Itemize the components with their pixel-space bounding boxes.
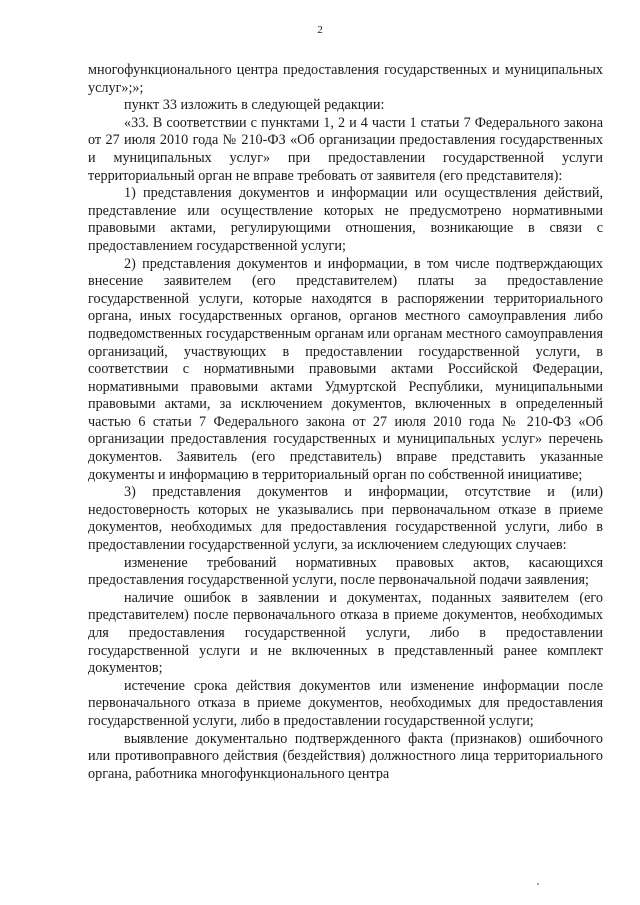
paragraph-subitem-2: 2) представления документов и информации, в том числе подтверждающих внесение заявителем (его представителем) платы за предоставление государственной услуги, которые находятся в распоряжении территориального органа, иных государственных органов, органов местного самоуправления либо подведомственных государственным органам или органам местного самоуправления организаций, участвующих в предоставлении государственной услуги, в соответствии с нормативными правовыми актами Российской Федерации, нормативными правовыми актами Удмуртской Республики, муниципальными правовыми актами, за исключением документов, включенных в определенный частью 6 статьи 7 Федерального закона от 27 июля 2010 года № 210-ФЗ «Об организации предоставления государственных и муниципальных услуг» перечень документов. Заявитель (его представитель) вправе представить указанные документы и информацию в территориальный орган по собственной инициативе; [88,255,603,483]
scan-speck [537,883,539,885]
paragraph-case-expiry: истечение срока действия документов или изменение информации после первоначального отказа в приеме документов, необходимых для предоставления государственной услуги, либо в предоставлении государственной услуги; [88,677,603,729]
paragraph-amendment-intro: пункт 33 изложить в следующей редакции: [124,97,385,114]
document-body [88,62,603,783]
paragraph-subitem-3: 3) представления документов и информации, отсутствие и (или) недостоверность которых не указывались при первоначальном отказе в приеме документов, необходимых для предоставления государственной услуги, либо в предоставлении государственной услуги, за исключением следующих случаев: [88,484,603,554]
paragraph-case-requirements-change: изменение требований нормативных правовых актов, касающихся предоставления государственной услуги, после первоначальной подачи заявления; [88,554,603,589]
paragraph-continuation: многофункционального центра предоставления государственных и муниципальных услуг»;»; [88,62,603,96]
paragraph-item-33: «33. В соответствии с пунктами 1, 2 и 4 части 1 статьи 7 Федерального закона от 27 июля 2010 года № 210-ФЗ «Об организации предоставления государственных и муниципальных услуг» при предоставлении государственной услуги территориальный орган не вправе требовать от заявителя (его представителя): [88,114,603,184]
page-number: 2 [317,24,323,36]
paragraph-case-misconduct: выявление документально подтвержденного факта (признаков) ошибочного или противоправного действия (бездействия) должностного лица территориального органа, работника многофункционального центра [88,730,603,782]
paragraph-case-errors: наличие ошибок в заявлении и документах, поданных заявителем (его представителем) после первоначального отказа в приеме документов, необходимых для предоставления государственной услуги, либо в предоставлении государственной услуги и не включенных в представленный ранее комплект документов; [88,589,603,677]
paragraph-subitem-1: 1) представления документов и информации или осуществления действий, представление или осуществление которых не предусмотрено нормативными правовыми актами, регулирующими отношения, возникающие в связи с предоставлением государственной услуги; [88,185,603,254]
